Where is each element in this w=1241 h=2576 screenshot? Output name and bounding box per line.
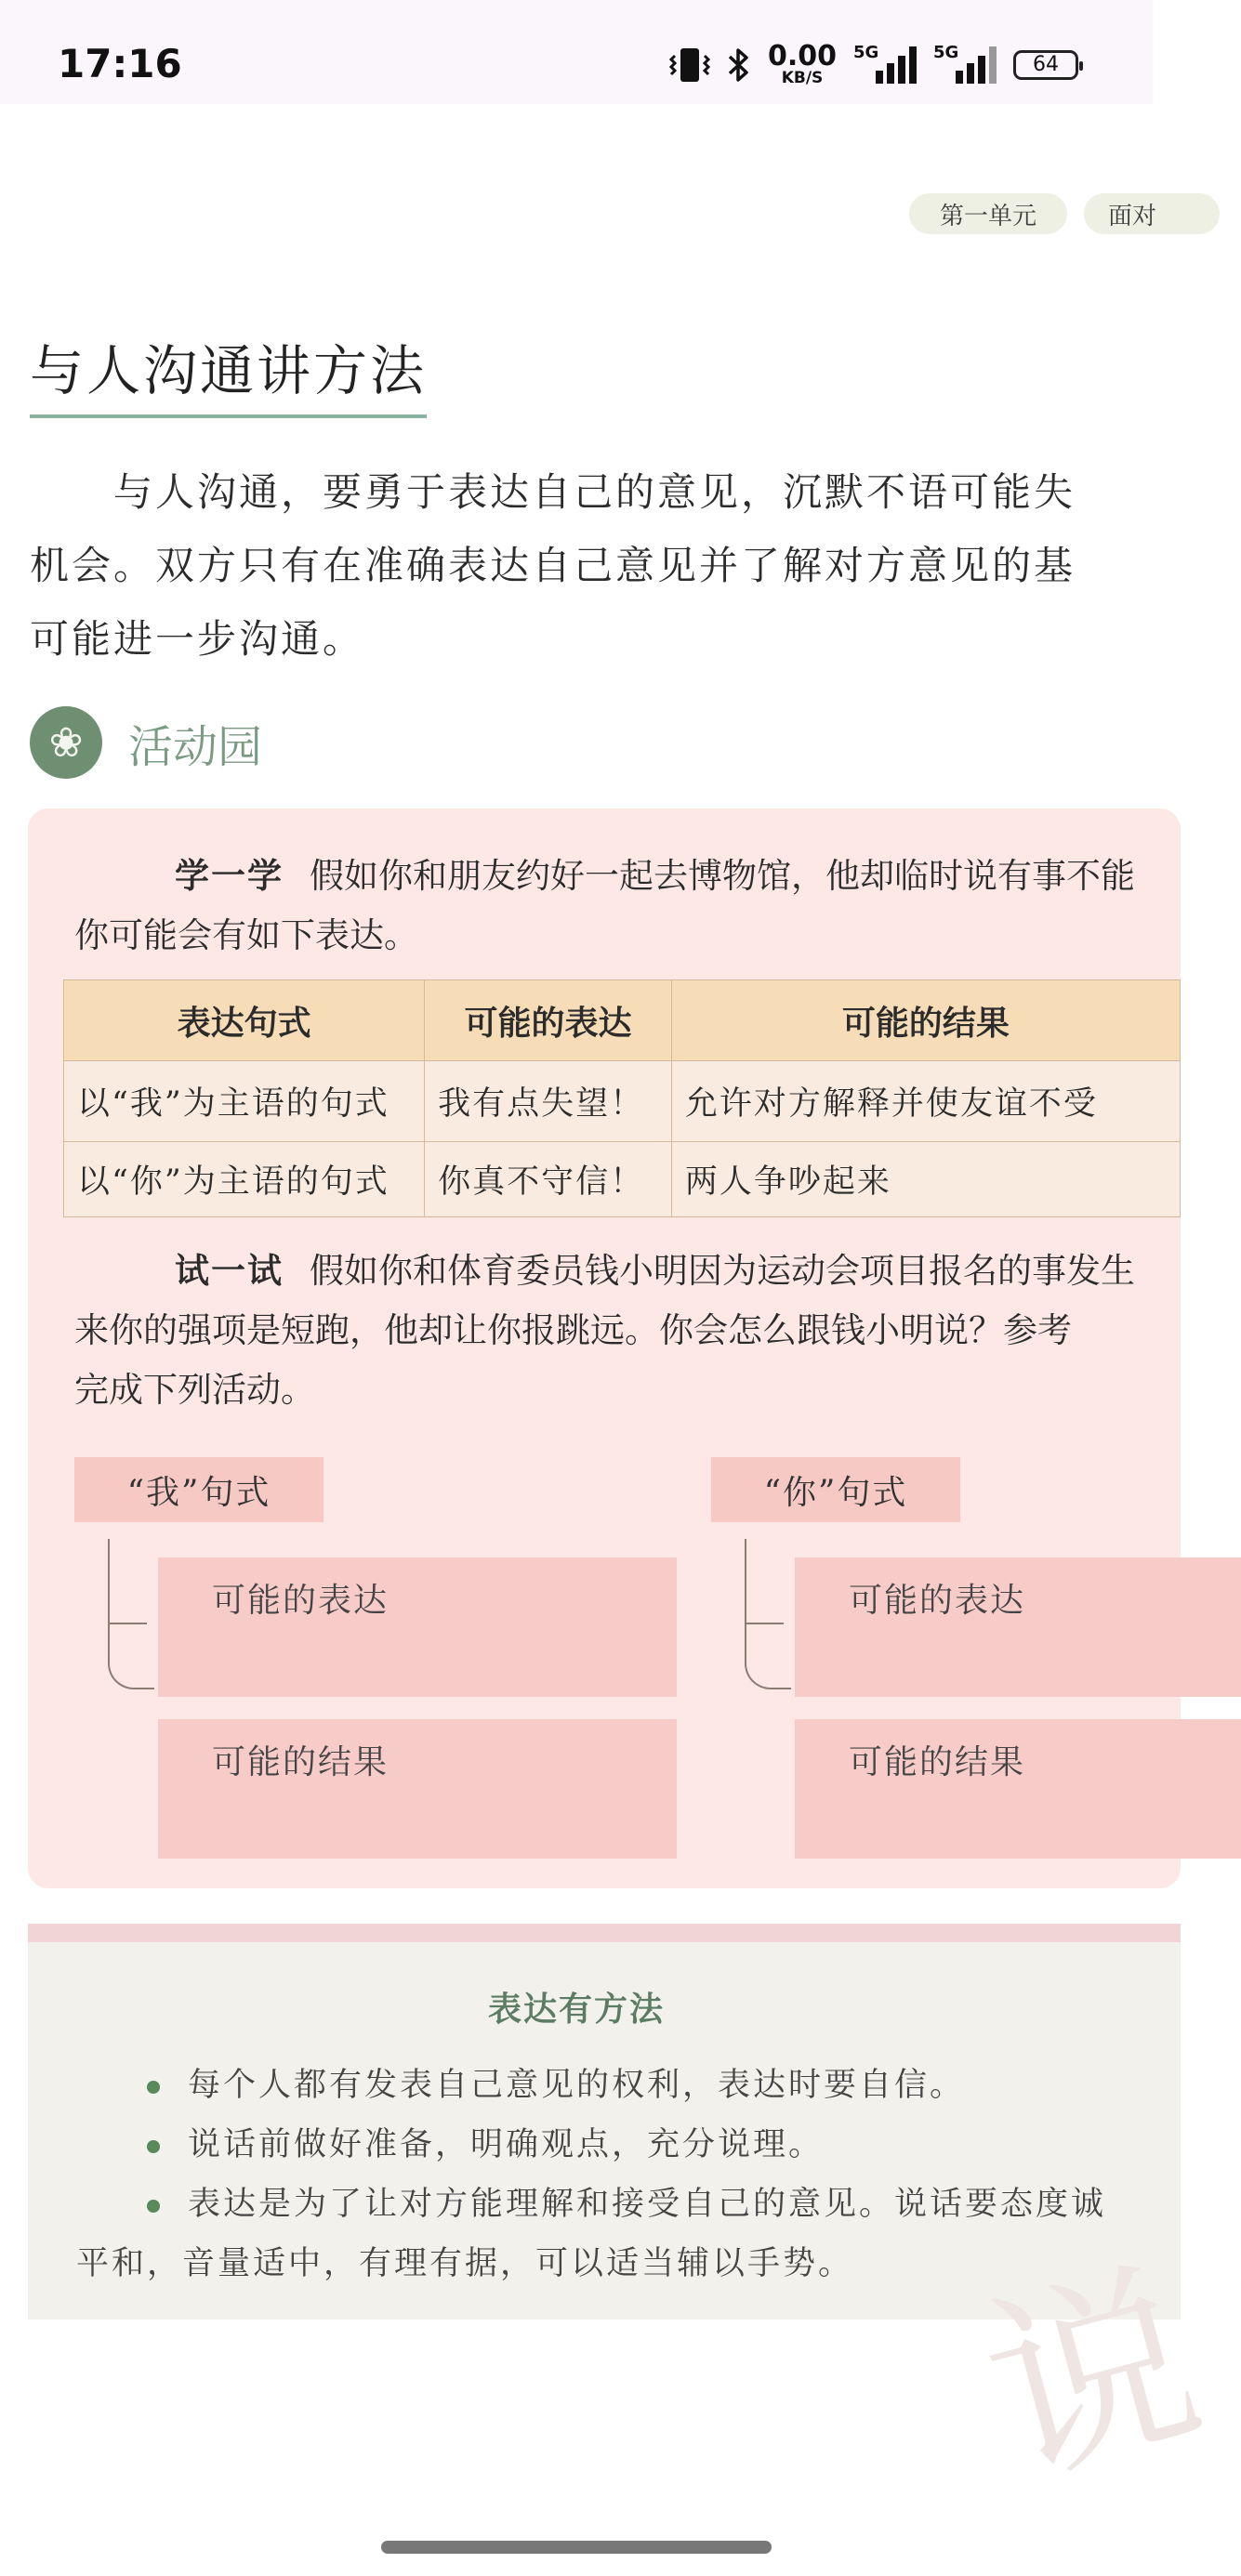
- pattern-label-wo: “我”句式: [74, 1457, 323, 1522]
- pattern-label-ni: “你”句式: [711, 1457, 960, 1522]
- table-header: 表达句式: [64, 980, 425, 1061]
- table-cell: 两人争吵起来: [671, 1142, 1180, 1217]
- table-cell: 允许对方解释并使友谊不受: [671, 1061, 1180, 1142]
- vibrate-icon: [669, 46, 710, 84]
- battery-icon: [1013, 50, 1078, 80]
- bracket-line: [745, 1539, 791, 1689]
- method-item-text: 说话前做好准备，明确观点，充分说理。: [188, 2126, 825, 2163]
- learn-line-1: [74, 846, 1135, 906]
- fill-box-result[interactable]: 可能的结果: [795, 1719, 1241, 1859]
- signal-icon: [853, 42, 917, 84]
- signal-label: 5G: [853, 42, 879, 62]
- try-paragraph: [74, 1241, 1135, 1420]
- net-speed-unit: KB/S: [781, 69, 824, 87]
- status-icons: [669, 40, 1078, 87]
- intro-line: 可能进一步沟通。: [30, 616, 365, 662]
- intro-line: 机会。双方只有在准确表达自己意见并了解对方意见的基: [30, 543, 1076, 588]
- table-row: [64, 1142, 1181, 1217]
- intro-paragraph: [30, 455, 1238, 676]
- try-line-3: 完成下列活动。: [74, 1370, 315, 1410]
- method-item: [147, 2175, 1106, 2234]
- bracket-line: [745, 1623, 784, 1624]
- table-cell: 你真不守信！: [425, 1142, 672, 1217]
- bullet-icon: [147, 2081, 160, 2094]
- method-item-text: 每个人都有发表自己意见的权利，表达时要自信。: [188, 2067, 966, 2104]
- section-title: 与人沟通讲方法: [30, 327, 427, 418]
- status-time: 17:16: [58, 41, 182, 86]
- learn-line-2: 你可能会有如下表达。: [74, 915, 418, 955]
- table-header: 可能的结果: [671, 980, 1180, 1061]
- fill-box-expression[interactable]: 可能的表达: [158, 1557, 677, 1697]
- method-item: [147, 2056, 965, 2115]
- try-line-2: 来你的强项是短跑，他却让你报跳远。你会怎么跟钱小明说？参考: [74, 1310, 1072, 1350]
- bullet-icon: [147, 2140, 160, 2153]
- fill-box-result[interactable]: 可能的结果: [158, 1719, 677, 1859]
- signal-icon: [933, 42, 997, 84]
- net-speed: [767, 40, 837, 87]
- tab-next[interactable]: 面对: [1084, 193, 1220, 234]
- try-line-1: [74, 1241, 1135, 1301]
- table-header-row: [64, 980, 1181, 1061]
- tab-unit-one[interactable]: 第一单元: [909, 193, 1067, 234]
- table-header: 可能的表达: [425, 980, 672, 1061]
- status-bar: [0, 0, 1153, 104]
- learn-text: 假如你和朋友约好一起去博物馆，他却临时说有事不能: [310, 856, 1135, 896]
- leaf-icon: ❀: [30, 706, 102, 779]
- table-cell: 以“我”为主语的句式: [64, 1061, 425, 1142]
- home-indicator[interactable]: [381, 2541, 772, 2554]
- table-row: [64, 1061, 1181, 1142]
- table-cell: 我有点失望！: [425, 1061, 672, 1142]
- activity-panel: [28, 808, 1181, 1888]
- bluetooth-icon: [727, 46, 751, 84]
- watermark: 说: [962, 2234, 1222, 2517]
- activity-title: 活动园: [128, 720, 263, 773]
- bracket-line: [108, 1539, 154, 1689]
- intro-line: 与人沟通，要勇于表达自己的意见，沉默不语可能失: [30, 469, 1076, 515]
- method-title: 表达有方法: [487, 1991, 665, 2029]
- method-item-text: 表达是为了让对方能理解和接受自己的意见。说话要态度诚: [188, 2186, 1107, 2223]
- expression-table: [63, 979, 1181, 1217]
- method-item-continuation: 平和，音量适中，有理有据，可以适当辅以手势。: [76, 2245, 854, 2282]
- activity-header: [30, 706, 262, 779]
- learn-paragraph: [74, 846, 1135, 966]
- learn-lead: 学一学: [175, 855, 284, 896]
- fill-box-expression[interactable]: 可能的表达: [795, 1557, 1241, 1697]
- net-speed-value: 0.00: [767, 40, 837, 72]
- try-lead: 试一试: [175, 1250, 284, 1291]
- method-item: [147, 2115, 824, 2175]
- signal-label: 5G: [933, 42, 959, 62]
- bullet-icon: [147, 2200, 160, 2213]
- bracket-line: [108, 1623, 147, 1624]
- table-cell: 以“你”为主语的句式: [64, 1142, 425, 1217]
- try-text: 假如你和体育委员钱小明因为运动会项目报名的事发生: [310, 1251, 1135, 1291]
- battery-level: 64: [1033, 53, 1059, 76]
